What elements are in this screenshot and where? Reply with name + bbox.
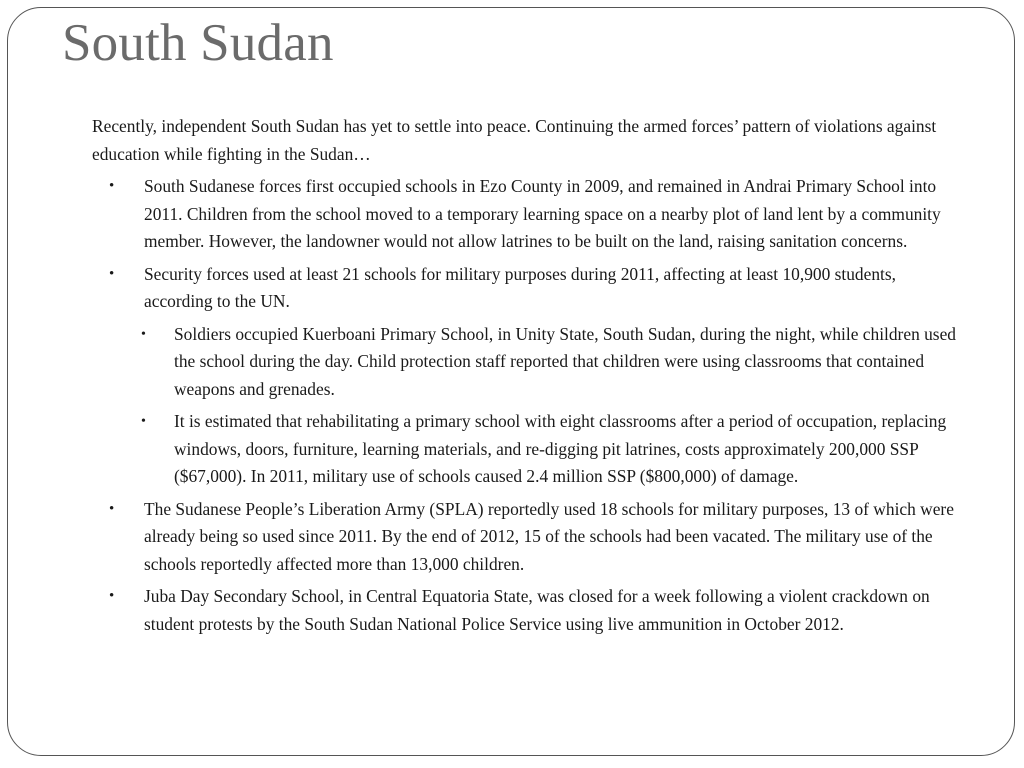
bullet-icon: • [109, 265, 115, 282]
sub-list-item-text: It is estimated that rehabilitating a primary school with eight classrooms after a period of occupation, replacing windows, doors, furniture, learning materials, and re-digging pit latrines, costs approximately 200,000 SSP ($67,000). In 2011, military use of schools caused 2.4 million SSP ($800,000) of damage. [174, 411, 947, 486]
list-item-text: Juba Day Secondary School, in Central Equatoria State, was closed for a week following a violent crackdown on student protests by the South Sudan National Police Service using live ammunition in October 2012. [144, 586, 930, 634]
list-item [92, 496, 962, 579]
list-item-text: South Sudanese forces first occupied schools in Ezo County in 2009, and remained in Andrai Primary School into 2011. Children from the school moved to a temporary learning space on a nearby plot of land lent by a community member. However, the landowner would not allow latrines to be built on the land, raising sanitation concerns. [144, 176, 941, 251]
bullet-icon: • [141, 326, 146, 342]
sub-list-item [141, 408, 962, 491]
slide-body [92, 113, 962, 643]
slide-title: South Sudan [62, 14, 334, 72]
sub-list-item-text: Soldiers occupied Kuerboani Primary School, in Unity State, South Sudan, during the night, while children used the school during the day. Child protection staff reported that children were using classrooms that contained weapons and grenades. [174, 323, 956, 399]
list-item-text: The Sudanese People’s Liberation Army (SPLA) reportedly used 18 schools for military purposes, 13 of which were already being so used since 2011. By the end of 2012, 15 of the schools had been vacated. The military use of the schools reportedly affected more than 13,000 children. [144, 498, 954, 574]
list-item [92, 583, 962, 638]
bullet-icon: • [109, 178, 115, 194]
bullet-list [92, 173, 962, 638]
list-item [92, 261, 962, 491]
list-item-text: Security forces used at least 21 schools for military purposes during 2011, affecting at least 10,900 students, according to the UN. [144, 263, 896, 311]
intro-paragraph: Recently, independent South Sudan has yet to settle into peace. Continuing the armed forces’ pattern of violations against education while fighting in the Sudan… [92, 116, 937, 164]
bullet-icon: • [109, 588, 115, 604]
sub-list-item [141, 321, 962, 404]
sub-bullet-list [141, 321, 962, 491]
list-item [92, 173, 962, 256]
bullet-icon: • [141, 414, 146, 429]
bullet-icon: • [109, 500, 115, 517]
